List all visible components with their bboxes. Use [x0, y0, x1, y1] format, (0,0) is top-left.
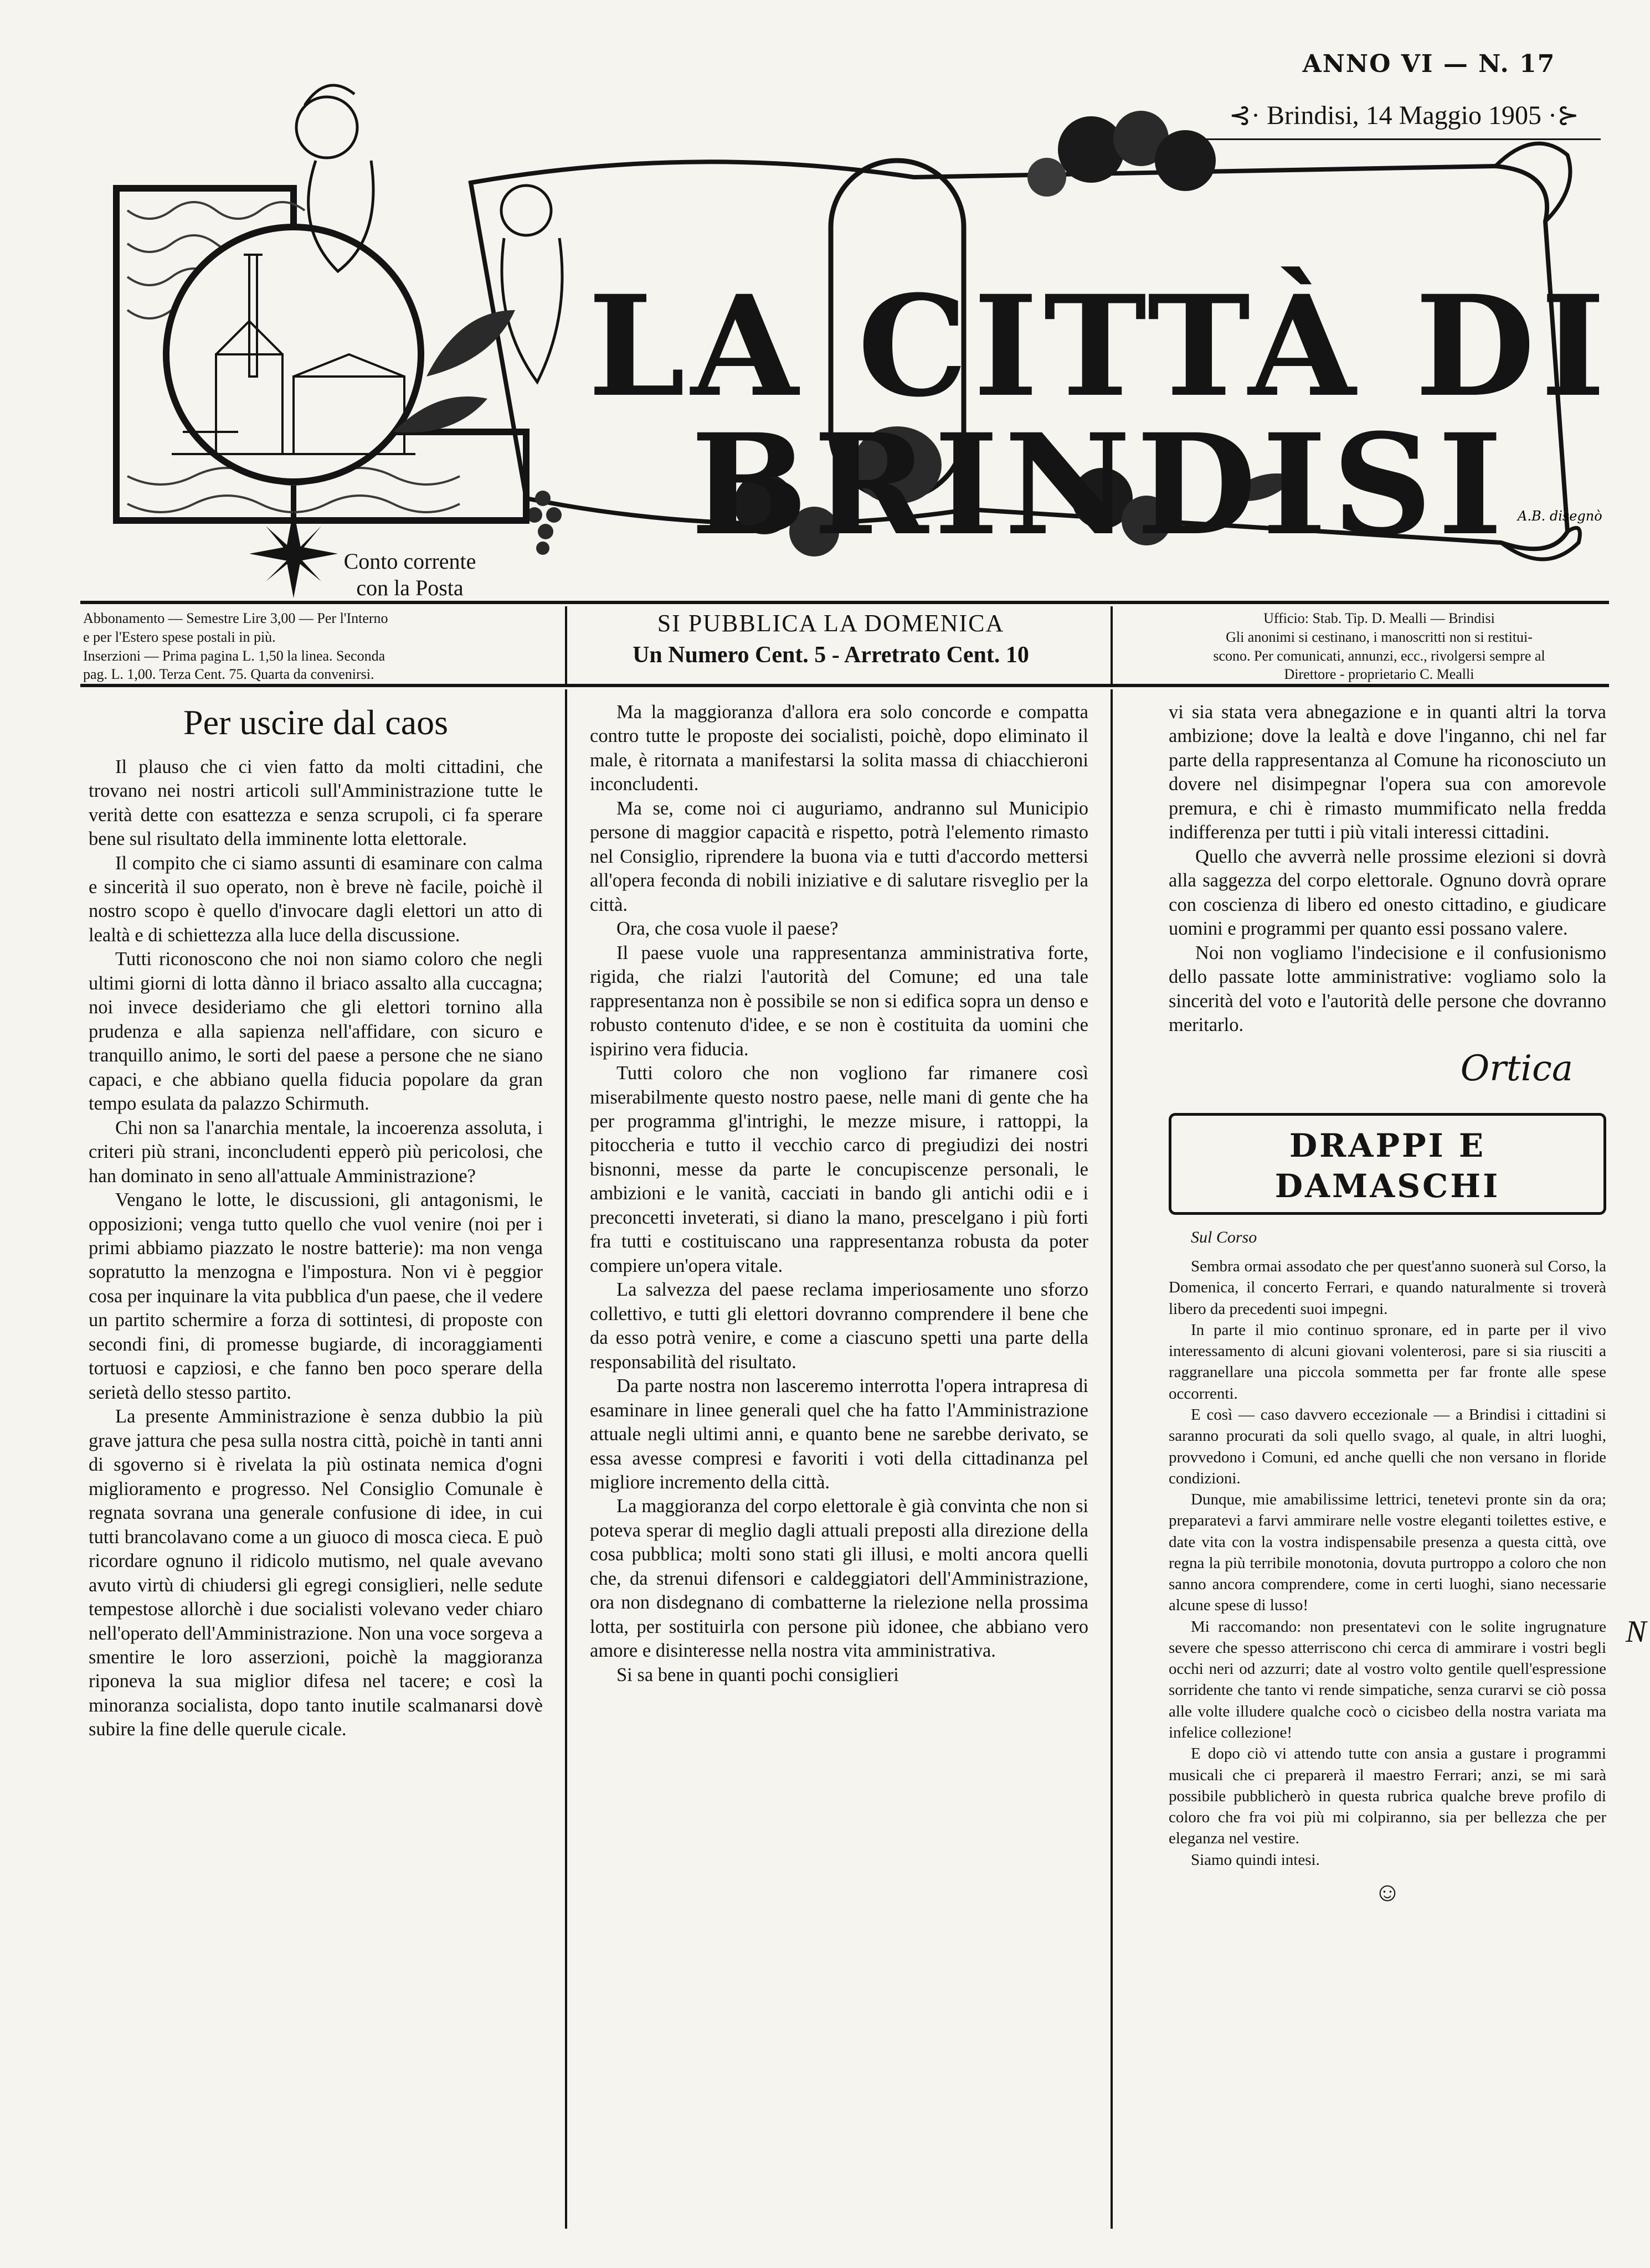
column-1	[89, 700, 543, 1742]
subscription-line-2: e per l'Estero spese postali in più.	[83, 628, 276, 645]
issue-number: ANNO VI — N. 17	[1302, 50, 1556, 78]
column-paragraph: Sembra ormai assodato che per quest'anno suonerà sul Corso, la Domenica, il concerto Ferrari, e quando naturalmente si troverà libero da precedenti suoi impegni.	[1169, 1257, 1606, 1318]
header-rule-bottom	[80, 684, 1609, 687]
column-paragraph: E così — caso davvero eccezionale — a Brindisi i cittadini si saranno procurati da soli quello svago, al quale, in altri luoghi, provvedono i Comuni, ed anche quelli che non versano in floride condizioni.	[1169, 1406, 1606, 1487]
column-paragraph: Dunque, mie amabilissime lettrici, tenetevi pronte sin da ora; preparatevi a farvi ammirare nelle vostre eleganti toilettes estive, e date vita con la vostra indispensabile presenza a questa città, ove regna la più terribile monotonia, dovuta purtroppo a coloro che non sanno ancora comprendere, come in certi luoghi, siano necessarie alcune spese di lusso!	[1169, 1491, 1606, 1615]
margin-annotation: N	[1626, 1615, 1647, 1649]
article-paragraph: Si sa bene in quanti pochi consiglieri	[616, 1664, 899, 1685]
masthead-title: LA CITTÀ DI BRINDISI	[588, 265, 1611, 566]
article-paragraph: La maggioranza del corpo elettorale è già convinta che non si poteva sperar di meglio dagli attuali preposti alla direzione della cosa pubblica; molti sono stati gli illusi, e molti ancora quelli che, da strenui difensori e caldeggiatori dell'Amministrazione, ora non disdegnano di combatterne la rielezione nella prossima lotta, per sostituirla con persone più idonee, che abbiano vero amore e disinteresse nella nostra vita amministrativa.	[590, 1496, 1088, 1662]
header-divider-right	[1111, 606, 1113, 684]
column-paragraph: Siamo quindi intesi.	[1191, 1851, 1320, 1869]
office-info	[1152, 609, 1606, 684]
article-paragraph: Vengano le lotte, le discussioni, gli antagonismi, le opposizioni; venga tutto quello che vuol venire (noi per i primi abbiamo piazzato le nostre batterie): ma non venga sopratutto la menzogna e l'impostura. Non vi è peggior cosa per inquinare la vita pubblica d'un paese, che il vedere un partito schermire a forza di sottintesi, di proposte con secondi fini, di promesse bugiarde, di incoraggiamenti tortuosi e capziosi, e che fanno ben poco sperare della serietà dello stesso partito.	[89, 1189, 543, 1403]
subscription-line-1: Abbonamento — Semestre Lire 3,00 — Per l'Interno	[83, 610, 388, 626]
article-paragraph: Quello che avverrà nelle prossime elezioni si dovrà alla saggezza del corpo elettorale. Ognuno dovrà oprare con coscienza di libero ed onesto cittadino, e giudicare uomini e programmi per quanto essi possano valere.	[1169, 846, 1606, 940]
article-title: Per uscire dal caos	[183, 703, 449, 742]
header-rule-top	[80, 601, 1609, 604]
author-signature: Ortica	[1460, 1048, 1573, 1089]
price-line: Un Numero Cent. 5 - Arretrato Cent. 10	[633, 642, 1029, 668]
office-line-4: Direttore - proprietario C. Mealli	[1284, 666, 1474, 683]
article-paragraph: Il paese vuole una rappresentanza amministrativa forte, rigida, che rialzi l'autorità del Comune; ed una tale rappresentanza non è possibile se non si edifica sopra un denso e robusto contenuto d'idee, e se non è costituita da uomini che ispirino vera fiducia.	[590, 942, 1088, 1060]
subscription-info	[83, 609, 537, 684]
subscription-line-3: Inserzioni — Prima pagina L. 1,50 la linea. Seconda	[83, 647, 385, 664]
masthead	[83, 44, 1611, 598]
article-paragraph: Il compito che ci siamo assunti di esaminare con calma e sincerità il suo operato, non è breve nè facile, poichè il nostro scopo è quello d'invocare dagli elettori un atto di lealtà e di schiettezza alla luce della discussione.	[89, 852, 543, 946]
article-paragraph: La presente Amministrazione è senza dubbio la più grave jattura che pesa sulla nostra città, poichè in tanti anni di sgoverno si è rivelata la più ostinata nemica d'ogni miglioramento e progresso. Nel Consiglio Comunale è regnata sovrana una generale confusione di idee, in cui tutti brancolavano come a un giuoco di mosca cieca. E può ricordare ognuno il ridicolo mutismo, nel quale avevano avuto virtù di chiudersi gli egregi consiglieri, nelle sedute tempestose allorchè i due socialisti volevano veder chiaro nell'operato dell'Amministrazione. Non una voce sorgeva a smentire le loro asserzioni, poichè la maggioranza riponeva la sua miglior difesa nel tacere; e così la minoranza socialista, dopo tanto inutile scalmanarsi dovè subire la fine delle querule cicale.	[89, 1406, 543, 1740]
postal-line-2: con la Posta	[356, 575, 464, 600]
publication-info	[587, 609, 1075, 668]
article-paragraph: Tutti riconoscono che noi non siamo coloro che negli ultimi giorni di lotta dànno il briaco assalto alla cuccagna; noi invece desideriamo che gli elettori tornino alla prudenza e alla sapienza nell'affidare, con sicuro e tranquillo animo, le sorti del paese a persone che ne siano capaci, e che abbiano quella fiducia popolare da gran tempo esulata da palazzo Schirmuth.	[89, 949, 543, 1115]
office-line-1: Ufficio: Stab. Tip. D. Mealli — Brindisi	[1263, 610, 1495, 626]
artist-signature: A.B. disegnò	[1518, 508, 1602, 524]
article-paragraph: vi sia stata vera abnegazione e in quanti altri la torva ambizione; dove la lealtà e dove l'inganno, chi nel far parte della rappresentanza al Comune ha riconosciuto un dovere nel disimpegnar l'opera sua con amorevole premura, e chi è rimasto mummificato nella fredda indifferenza per tutti i più vitali interessi cittadini.	[1169, 702, 1606, 843]
dateline-ornament-right: ·⊱	[1548, 101, 1580, 130]
column-subtitle: Sul Corso	[1191, 1228, 1257, 1247]
subscription-line-4: pag. L. 1,00. Terza Cent. 75. Quarta da convenirsi.	[83, 666, 374, 683]
office-line-2: Gli anonimi si cestinano, i manoscritti non si restitui-	[1226, 628, 1533, 645]
column-3	[1169, 700, 1606, 1909]
column-divider-2	[1111, 689, 1113, 2229]
publication-day: SI PUBBLICA LA DOMENICA	[657, 610, 1005, 637]
postal-notice	[299, 548, 521, 601]
header-divider-left	[565, 606, 567, 684]
column-paragraph: Mi raccomando: non presentatevi con le solite ingrugnature severe che spesso atterriscono chi cerca di ammirare i vostri begli occhi neri od azzurri; date al vostro volto gentile quell'espressione sorridente che tanto vi rende simpatiche, senza curarvi se ciò possa alle volte illudere qualche cocò o cicisbeo della nostra variata ma infelice collezione!	[1169, 1617, 1606, 1741]
column-body	[1169, 1256, 1606, 1870]
article-paragraph: Tutti coloro che non vogliono far rimanere così miserabilmente questo nostro paese, nelle mani di gente che ha per programma gl'intrighi, le mezze misure, i rattoppi, la pitoccheria e tutto il vecchio carco di pregiudizi dei nostri bisnonni, messe da parte le concupiscenze personali, le ambizioni e le vanità, cacciati in bando gli antichi odii e i preconcetti inveterati, si diano la mano, prescelgano i più forti fra tutti e costituiscano una rappresentanza robusta da poter compiere un'opera vitale.	[590, 1063, 1088, 1276]
column-divider-1	[565, 689, 567, 2229]
dateline-ornament-left: ⊰·	[1228, 101, 1260, 130]
column-paragraph: In parte il mio continuo spronare, ed in parte per il vivo interessamento di alcuni giovani volenterosi, pare si sia riusciti a raggranellare una piccola sommetta per far fronte alle spese occorrenti.	[1169, 1321, 1606, 1403]
end-ornament-icon: ☺	[1374, 1877, 1401, 1907]
postal-line-1: Conto corrente	[343, 549, 476, 574]
article-paragraph: Ma se, come noi ci auguriamo, andranno sul Municipio persone di maggior capacità e rispetto, potrà l'elemento rimasto nel Consiglio, riprendere la buona via e tutti d'accordo mettersi all'opera feconda di nobili iniziative e di salutare risveglio per la città.	[590, 797, 1088, 915]
column-2	[590, 700, 1088, 1687]
article-paragraph: Ma la maggioranza d'allora era solo concorde e compatta contro tutte le proposte dei socialisti, poichè, dopo eliminato il male, è ritornata a manifestarsi la solita massa di chiacchieroni inconcludenti.	[590, 702, 1088, 795]
dateline-text: Brindisi, 14 Maggio 1905	[1266, 101, 1541, 130]
column-box	[1169, 1113, 1606, 1215]
office-line-3: scono. Per comunicati, annunzi, ecc., rivolgersi sempre al	[1213, 647, 1545, 664]
article-paragraph: Il plauso che ci vien fatto da molti cittadini, che trovano nei nostri articoli sull'Amministrazione tutte le verità dette con esattezza e senza scrupoli, ci fa sperare bene sul risultato della imminente lotta elettorale.	[89, 756, 543, 850]
column-title: DRAPPI E DAMASCHI	[1274, 1127, 1500, 1205]
article-paragraph: Ora, che cosa vuole il paese?	[616, 918, 839, 940]
article-paragraph: Da parte nostra non lasceremo interrotta l'opera intrapresa di esaminare in linee generali quel che ha fatto l'Amministrazione attuale negli ultimi anni, e quanto bene ne sarebbe derivato, se essa avesse compresi e favoriti i voti della cittadinanza pel migliore incremento della città.	[590, 1375, 1088, 1493]
article-paragraph: Noi non vogliamo l'indecisione e il confusionismo dello passate lotte amministrative: vogliamo solo la sincerità del voto e l'autorità delle persone che dovranno meritarlo.	[1169, 942, 1606, 1036]
column-paragraph: E dopo ciò vi attendo tutte con ansia a gustare i programmi musicali che ci preparerà il maestro Ferrari; anzi, se mi sarà possibile pubblicherò in questa rubrica qualche breve profilo di coloro che fra voi più mi colpiranno, sia per bellezza che per eleganza nel vestire.	[1169, 1745, 1606, 1848]
article-paragraph: La salvezza del paese reclama imperiosamente uno sforzo collettivo, e tutti gli elettori dovranno comprendere il bene che da esso potrà venire, e come a ciascuno spetti una parte della responsabilità del risultato.	[590, 1279, 1088, 1373]
article-paragraph: Chi non sa l'anarchia mentale, la incoerenza assoluta, i criteri più strani, inconcludenti epperò più pericolosi, che han dominato in seno all'attuale Amministrazione?	[89, 1117, 543, 1187]
